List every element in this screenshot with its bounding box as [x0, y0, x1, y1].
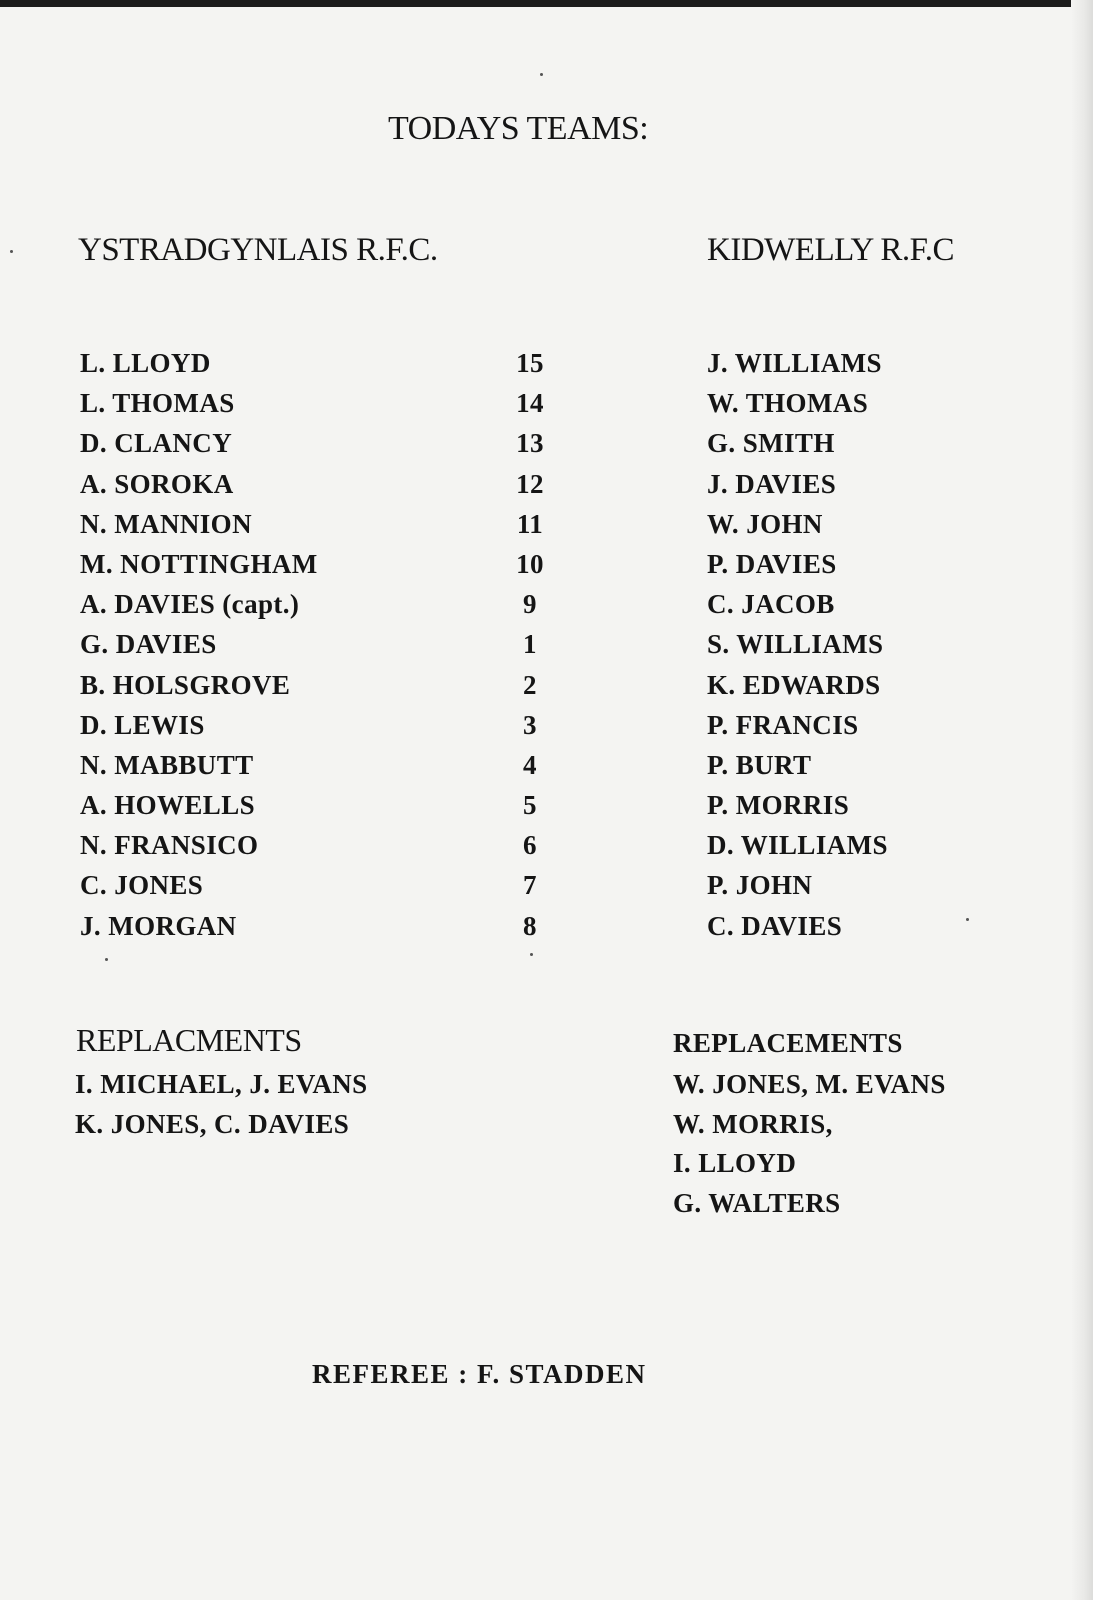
- away-replacement: W. MORRIS,: [673, 1108, 833, 1139]
- home-player: A. SOROKA: [80, 468, 234, 499]
- away-team-name: KIDWELLY R.F.C: [707, 232, 955, 268]
- away-replacement: G. WALTERS: [673, 1187, 841, 1218]
- home-player: N. FRANSICO: [80, 830, 259, 861]
- home-replacements-list: [75, 1065, 368, 1144]
- home-replacements-heading: REPLACMENTS: [76, 1022, 302, 1058]
- home-player: N. MANNION: [80, 508, 252, 539]
- home-player: D. LEWIS: [80, 709, 205, 740]
- away-player-list: [707, 343, 888, 946]
- away-player: G. SMITH: [707, 428, 835, 459]
- print-speck: [540, 73, 543, 76]
- position-number: 1: [523, 629, 537, 660]
- home-player: B. HOLSGROVE: [80, 669, 291, 700]
- print-speck: [105, 958, 108, 961]
- home-team-name: YSTRADGYNLAIS R.F.C.: [78, 232, 438, 268]
- referee-line: REFEREE : F. STADDEN: [312, 1359, 647, 1389]
- home-player: J. MORGAN: [80, 910, 237, 941]
- away-player: P. JOHN: [707, 870, 813, 901]
- home-player: A. DAVIES (capt.): [80, 589, 300, 620]
- position-number: 3: [523, 709, 537, 740]
- position-number: 9: [523, 589, 537, 620]
- position-number: 4: [523, 749, 537, 780]
- home-player: L. LLOYD: [80, 348, 211, 378]
- position-number: 10: [516, 548, 544, 579]
- away-replacements-list: [673, 1065, 946, 1223]
- print-speck: [10, 250, 13, 253]
- home-replacement: K. JONES, C. DAVIES: [75, 1108, 350, 1139]
- away-player: J. WILLIAMS: [707, 348, 882, 378]
- print-speck: [530, 953, 533, 956]
- page-right-edge: [1071, 0, 1093, 1600]
- home-player: A. HOWELLS: [80, 790, 256, 821]
- home-player: L. THOMAS: [80, 388, 235, 419]
- position-number: 8: [523, 910, 537, 941]
- away-player: P. DAVIES: [707, 548, 837, 579]
- away-player: P. MORRIS: [707, 790, 850, 821]
- position-number: 14: [516, 388, 544, 419]
- home-player: C. JONES: [80, 870, 204, 901]
- position-number: 7: [523, 870, 537, 901]
- position-number: 13: [516, 428, 544, 459]
- away-player: S. WILLIAMS: [707, 629, 884, 660]
- away-player: W. THOMAS: [707, 388, 869, 419]
- position-number: 11: [516, 508, 544, 539]
- away-player: P. BURT: [707, 749, 812, 780]
- away-replacement: I. LLOYD: [673, 1148, 797, 1178]
- home-player: D. CLANCY: [80, 428, 233, 459]
- home-player: G. DAVIES: [80, 629, 217, 660]
- print-speck: [966, 918, 969, 921]
- position-number: 12: [516, 468, 544, 499]
- away-replacements-heading: REPLACEMENTS: [673, 1028, 903, 1058]
- position-number: 6: [523, 830, 537, 861]
- away-player: K. EDWARDS: [707, 669, 881, 700]
- away-player: J. DAVIES: [707, 468, 837, 499]
- page-top-edge: [0, 0, 1093, 7]
- away-player: C. DAVIES: [707, 910, 843, 941]
- page-heading: TODAYS TEAMS:: [388, 110, 649, 147]
- home-player-list: [80, 343, 318, 946]
- away-player: D. WILLIAMS: [707, 830, 888, 861]
- home-player: M. NOTTINGHAM: [80, 548, 318, 579]
- position-number-list: [505, 343, 555, 946]
- position-number: 5: [523, 790, 537, 821]
- home-player: N. MABBUTT: [80, 749, 254, 780]
- away-player: C. JACOB: [707, 589, 835, 620]
- position-number: 2: [523, 669, 537, 700]
- position-number: 15: [516, 348, 544, 378]
- home-replacement: I. MICHAEL, J. EVANS: [75, 1069, 368, 1099]
- away-player: W. JOHN: [707, 508, 823, 539]
- away-replacement: W. JONES, M. EVANS: [673, 1069, 946, 1099]
- away-player: P. FRANCIS: [707, 709, 859, 740]
